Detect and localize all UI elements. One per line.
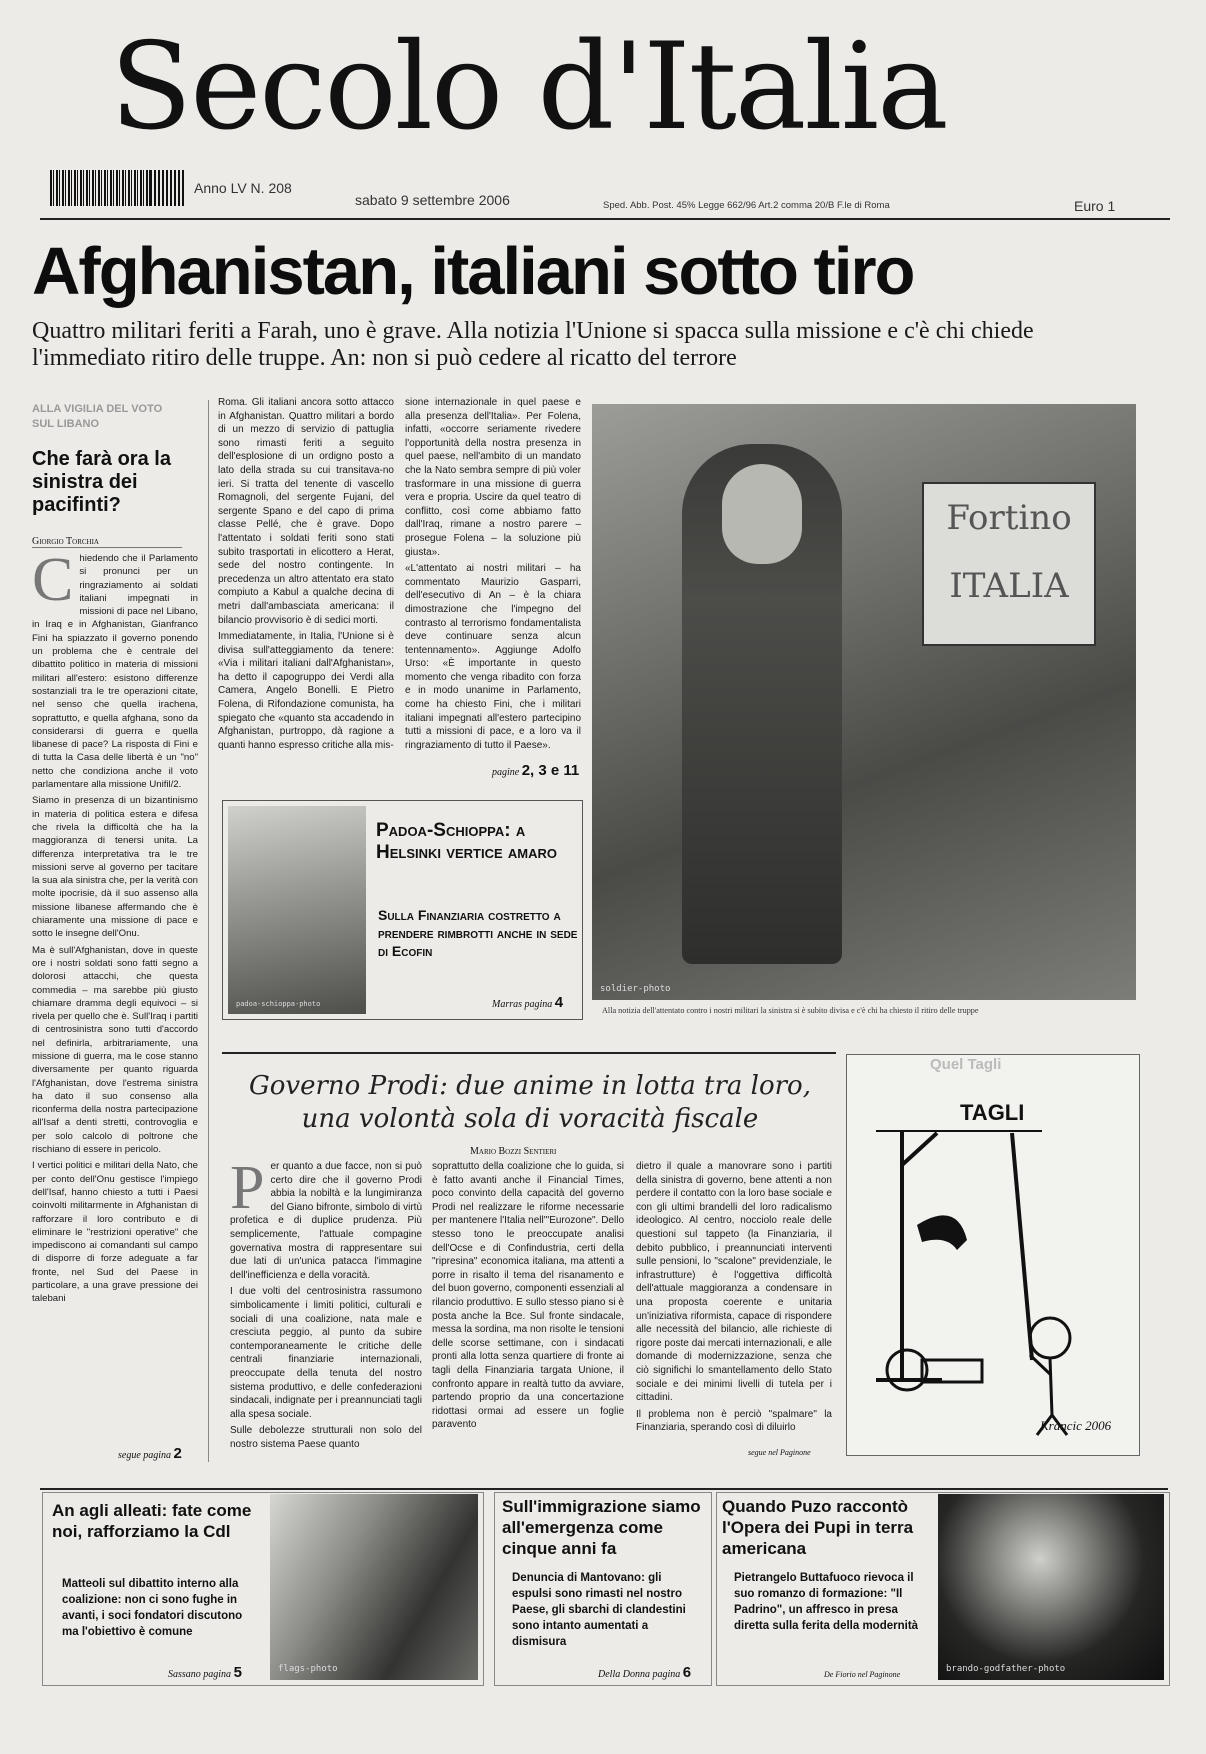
prodi-paragraph: Il problema non è perciò "spalmare" la Finanziaria, sperando così di diluirlo	[636, 1408, 832, 1434]
bottom-item-sub: Denuncia di Mantovano: gli espulsi sono rimasti nel nostro Paese, gli sbarchi di clandestini sono intanto aumentati a dismisura	[512, 1572, 686, 1648]
editorial-continue: segue pagina 2	[118, 1445, 182, 1462]
prodi-top-rule	[222, 1052, 836, 1054]
bottom-item-ref: De Fiorio nel Paginone	[824, 1670, 901, 1679]
padoa-photo	[228, 806, 366, 1014]
masthead-rule	[40, 218, 1170, 220]
editorial-author: Giorgio Torchia	[32, 536, 182, 548]
bottom-strip-rule	[40, 1488, 1168, 1490]
left-column-rule	[208, 400, 209, 1462]
editorial-paragraph: Siamo in presenza di un bizantinismo in materia di politica estera e difesa che rivela la difficoltà che ha la maggioranza di tenersi unita. La differenza interpretativa tra le tre missioni serve al governo per tacitare la sua ala sinistra che, per la verità con molte ipocrisie, dà il suo assenso alla missione libanese affermando che è chiaramente una missione di pace e sotto le insegne dell'Onu.	[32, 795, 198, 940]
prodi-column-1	[230, 1160, 422, 1462]
prodi-continue: segue nel Paginone	[748, 1448, 811, 1457]
bottom-item-ref-num: 6	[682, 1664, 692, 1681]
brando-photo	[938, 1494, 1164, 1680]
lead-pages-ref: pagine 2, 3 e 11	[492, 762, 580, 779]
editorial-kicker: ALLA VIGILIA DEL VOTO SUL LIBANO	[32, 403, 163, 430]
bottom-item-ref: Della Donna pagina 6	[598, 1664, 692, 1681]
soldier-face	[722, 464, 802, 564]
prodi-dropcap: P	[230, 1160, 265, 1222]
lead-subhead: Quattro militari feriti a Farah, uno è grave. Alla notizia l'Unione si spacca sulla missione e c'è chi chiede l'immediato ritiro delle truppe. An: non si può cedere al ricatto del terrore	[32, 318, 1034, 371]
bottom-item-sub: Matteoli sul dibattito interno alla coalizione: non ci sono fughe in avanti, i soci fondatori discutono ma l'obiettivo è comune	[62, 1578, 243, 1638]
prodi-author: Mario Bozzi Sentieri	[470, 1146, 557, 1157]
editorial-body	[32, 552, 198, 1444]
lead-paragraph: Immediatamente, in Italia, l'Unione si è divisa sull'atteggiamento da tenere: «Via i militari italiani dall'Afghanistan», ha detto il capogruppo dei Verdi alla Camera, Angelo Bonelli. E Pietro Folena, di Rifondazione comunista, ha spiegato che «quanto sta accadendo in Afghanistan, purtroppo, dà ragione a quanti hanno espresso critiche alla mis-	[218, 631, 394, 751]
cartoon-title: TAGLI	[960, 1100, 1025, 1125]
lead-column-2	[405, 396, 581, 766]
prodi-column-2	[432, 1160, 624, 1462]
issue-date: sabato 9 settembre 2006	[355, 192, 510, 208]
lead-pages-nums: 2, 3 e 11	[521, 762, 580, 779]
prodi-paragraph: Sulle debolezze strutturali non solo del nostro sistema Paese quanto	[230, 1425, 422, 1450]
fortino-sign: Fortino ITALIA	[922, 482, 1096, 646]
editorial-paragraph: I vertici politici e militari della Nato, che per conto dell'Onu gestisce l'impiego dell'Isaf, hanno chiesto a tutti i Paesi coinvolti militarmente in Afghanistan di rafforzare il loro contributo e di eliminare le "restrizioni operative" che impediscono ai comandanti sul campo di disporre di forze adeguate a far fronte, nel Sud del Paese in particolare, a una grave pressione dei talebani	[32, 1160, 198, 1305]
padoa-ref: Marras pagina 4	[492, 994, 564, 1011]
lead-headline: Afghanistan, italiani sotto tiro	[32, 234, 914, 309]
bottom-item-headline: Sull'immigrazione siamo all'emergenza come cinque anni fa	[502, 1497, 701, 1558]
issue-number: Anno LV N. 208	[194, 180, 292, 196]
prodi-paragraph: er quanto a due facce, non si può certo dire che il governo Prodi abbia la nobiltà e la lungimiranza del Giano bifronte, simbolo di virtù profetica e di duplice prudenza. Più semplicemente, l'attuale compagine governativa mostra di rappresentare sui due lati di un'unica patacca l'immagine dell'inefficienza e della voracità.	[230, 1161, 422, 1281]
padoa-headline: Padoa-Schioppa: a Helsinki vertice amaro	[376, 820, 558, 863]
prodi-paragraph: I due volti del centrosinistra rassumono simbolicamente i limiti politici, culturali e sociali di una coalizione, nata male e cresciuta peggio, al punto da subire contemporaneamente le critiche delle centrali finanziarie internazionali, preoccupate della tenuta del nostro sistema produttivo, e delle confederazioni sindacali, indignate per i preannunciati tagli alla spesa sociale.	[230, 1286, 422, 1420]
editorial-headline: Che farà ora la sinistra dei pacifinti?	[32, 448, 171, 516]
postal-info: Sped. Abb. Post. 45% Legge 662/96 Art.2 comma 20/B F.le di Roma	[603, 200, 890, 211]
photo-icon: soldier-photo	[600, 984, 671, 994]
lead-paragraph: Roma. Gli italiani ancora sotto attacco in Afghanistan. Quattro militari a bordo di un mezzo di servizio di pattuglia sono rimasti feriti a seguito dell'esplosione di un ordigno posto a lato della strada su cui transitava-no ieri. Si tratta del tenente di vascello Romagnoli, del sergente Fujani, del sergente Spano e del capo di prima classe Pellé, che è grave. Dopo l'attentato i soldati feriti sono stati subito trasportati in elicottero a Herat, sede del nostro contingente. In precedenza un altro attentato era stato compiuto a Kabul a qualche decina di metri dall'ambasciata americana: il bilancio provvisorio è di sedici morti.	[218, 397, 394, 626]
bottom-item-headline: Quando Puzo raccontò l'Opera dei Pupi in terra americana	[722, 1497, 914, 1558]
flags-photo	[270, 1494, 478, 1680]
lead-paragraph: sione internazionale in quel paese e alla presenza dell'Italia». Per Folena, infatti, «occorre seriamente rivedere l'opportunità della nostra presenza in quel paese, nell'ambito di un mandato che la Nato sembra sempre di più voler trasformare in una missione di guerra vera e propria. Uscire da quel teatro di conflitto, così come abbiamo fatto dall'Iraq, rimane a nostro parere – prosegue Folena – la soluzione più giusta».	[405, 397, 581, 558]
lead-column-1	[218, 396, 394, 780]
prodi-column-3	[636, 1160, 832, 1452]
gallows-cartoon-icon	[862, 1130, 1122, 1440]
cartoon-signature: Krancic 2006	[1040, 1418, 1112, 1433]
bottom-item-ref-num: 5	[233, 1664, 242, 1681]
editorial-dropcap: C	[32, 552, 74, 614]
prodi-paragraph: dietro il quale a manovrare sono i partiti della sinistra di governo, bene attenti a non perdere il contatto con la loro base sociale e con gli ultimi brandelli del loro radicalismo ideologico. Al centro, nocciolo reale delle questioni sul tappeto (la Finanziaria, il debito pubblico, i preannunciati interventi sulle pensioni, lo "scalone" previdenziale, le infrastrutture) è l'oggettiva difficoltà dell'attuale maggioranza a condensare in una proposta coerente e unitaria un'iniziativa riformista, capace di rispondere alle necessità del bilancio, alle richieste di rigore poste dai mercati internazionali, e alle domande di modernizzazione, senza che ciò significhi lo smantellamento dello Stato sociale e dei minimi livelli di tutela per i cittadini.	[636, 1161, 832, 1404]
bottom-item-ref: Sassano pagina 5	[168, 1664, 242, 1681]
prodi-paragraph: soprattutto della coalizione che lo guida, si è fatto avanti anche il Financial Times, poco convinto della capacità del governo Prodi nel realizzare le riforme necessarie per mantenere l'Italia nell'"Eurozone". Dello stesso tono le preoccupate analisi dell'Ocse e di Confindustria, certi della "ripresina" economica italiana, ma attenti a porre in risalto il tema del risanamento e del buon governo, componenti essenziali al rilancio produttivo. E sullo stesso piano si è posta anche la Bce. Sul fronte sindacale, messa la sordina, ma non risolte le tensioni delle scorse settimane, con i sindacati pronti alla lotta senza quartiere di fronte ai tagli della Finanziaria targata Unione, il confronto appare in realtà tutto da avviare, partendo proprio da una concertazione ridottasi ormai ad essere un foglie paravento	[432, 1161, 624, 1431]
photo-icon: brando-godfather-photo	[946, 1664, 1066, 1674]
cartoon-label: Quel Tagli	[930, 1056, 1002, 1073]
photo-icon: padoa-schioppa-photo	[236, 1000, 321, 1008]
prodi-headline: Governo Prodi: due anime in lotta tra loro, una volontà sola di voracità fiscale	[249, 1071, 811, 1134]
padoa-ref-num: 4	[554, 994, 564, 1011]
editorial-continue-page: 2	[173, 1445, 182, 1462]
padoa-sub: Sulla Finanziaria costretto a prendere rimbrotti anche in sede di Ecofin	[378, 907, 578, 959]
barcode-small-icon	[150, 170, 184, 206]
lead-paragraph: «L'attentato ai nostri militari – ha commentato Maurizio Gasparri, dell'esecutivo di An – è la chiara dimostrazione che l'impegno del contrasto al terrorismo fondamentalista deve continuare senza alcun tentennamento». Aggiunge Adolfo Urso: «È importante in questo momento che venga ribadito con forza e in modo unanime in Parlamento, come ha chiesto Fini, che i militari italiani impegnati all'estero partecipino tutti a missioni di pace, e a loro va il ringraziamento di tutto il Paese».	[405, 563, 581, 751]
bottom-item-headline: An agli alleati: fate come noi, rafforziamo la Cdl	[52, 1501, 252, 1541]
photo-icon: flags-photo	[278, 1664, 338, 1674]
price: Euro 1	[1074, 198, 1116, 214]
editorial-paragraph: hiedendo che il Parlamento si pronunci per un ringraziamento ai soldati italiani impegnati in missioni di pace nel Libano, in Iraq e in Afghanistan, Gianfranco Fini ha spiazzato il governo ponendo un problema che è centrale del dibattito politico in materia di missioni militari all'estero: esistono differenze sostanziali tra le tre operazioni citate, nel senso che quella irachena, soprattutto, e quella afghana, sono da considerarsi di guerra e quella libanese di pace? La risposta di Fini e di tutta la Casa delle libertà è un "no" netto che condiziona anche il voto parlamentare alla missione Unifil/2.	[32, 553, 198, 791]
bottom-item-sub: Pietrangelo Buttafuoco rievoca il suo romanzo di formazione: "Il Padrino", un affresco in presa diretta sulla ferita della modernità	[734, 1572, 919, 1632]
lead-photo	[592, 404, 1136, 1000]
lead-photo-caption: Alla notizia dell'attentato contro i nostri militari la sinistra si è subito divisa e c'è chi ha chiesto il ritiro delle truppe	[602, 1006, 979, 1015]
masthead-title: Secolo d'Italia	[110, 18, 947, 157]
editorial-paragraph: Ma è sull'Afghanistan, dove in queste ore i nostri soldati sono fatti segno a dolorosi attacchi, che questa commedia – ma sarebbe più giusto chiamare dramma degli equivoci – si rivela per quello che è. Sull'Iraq i partiti di centrosinistra sono tutti d'accordo nel definirla, arbitrariamente, una missione di guerra, ma le cose stanno diversamente per quanto riguarda l'Afghanistan, dove l'estrema sinistra ha dato il suo consenso alla riconferma della nostra partecipazione all'Isaf a denti stretti, controvoglia e per solo calcolo di poltrone che rischiano di essere in pericolo.	[32, 944, 198, 1156]
